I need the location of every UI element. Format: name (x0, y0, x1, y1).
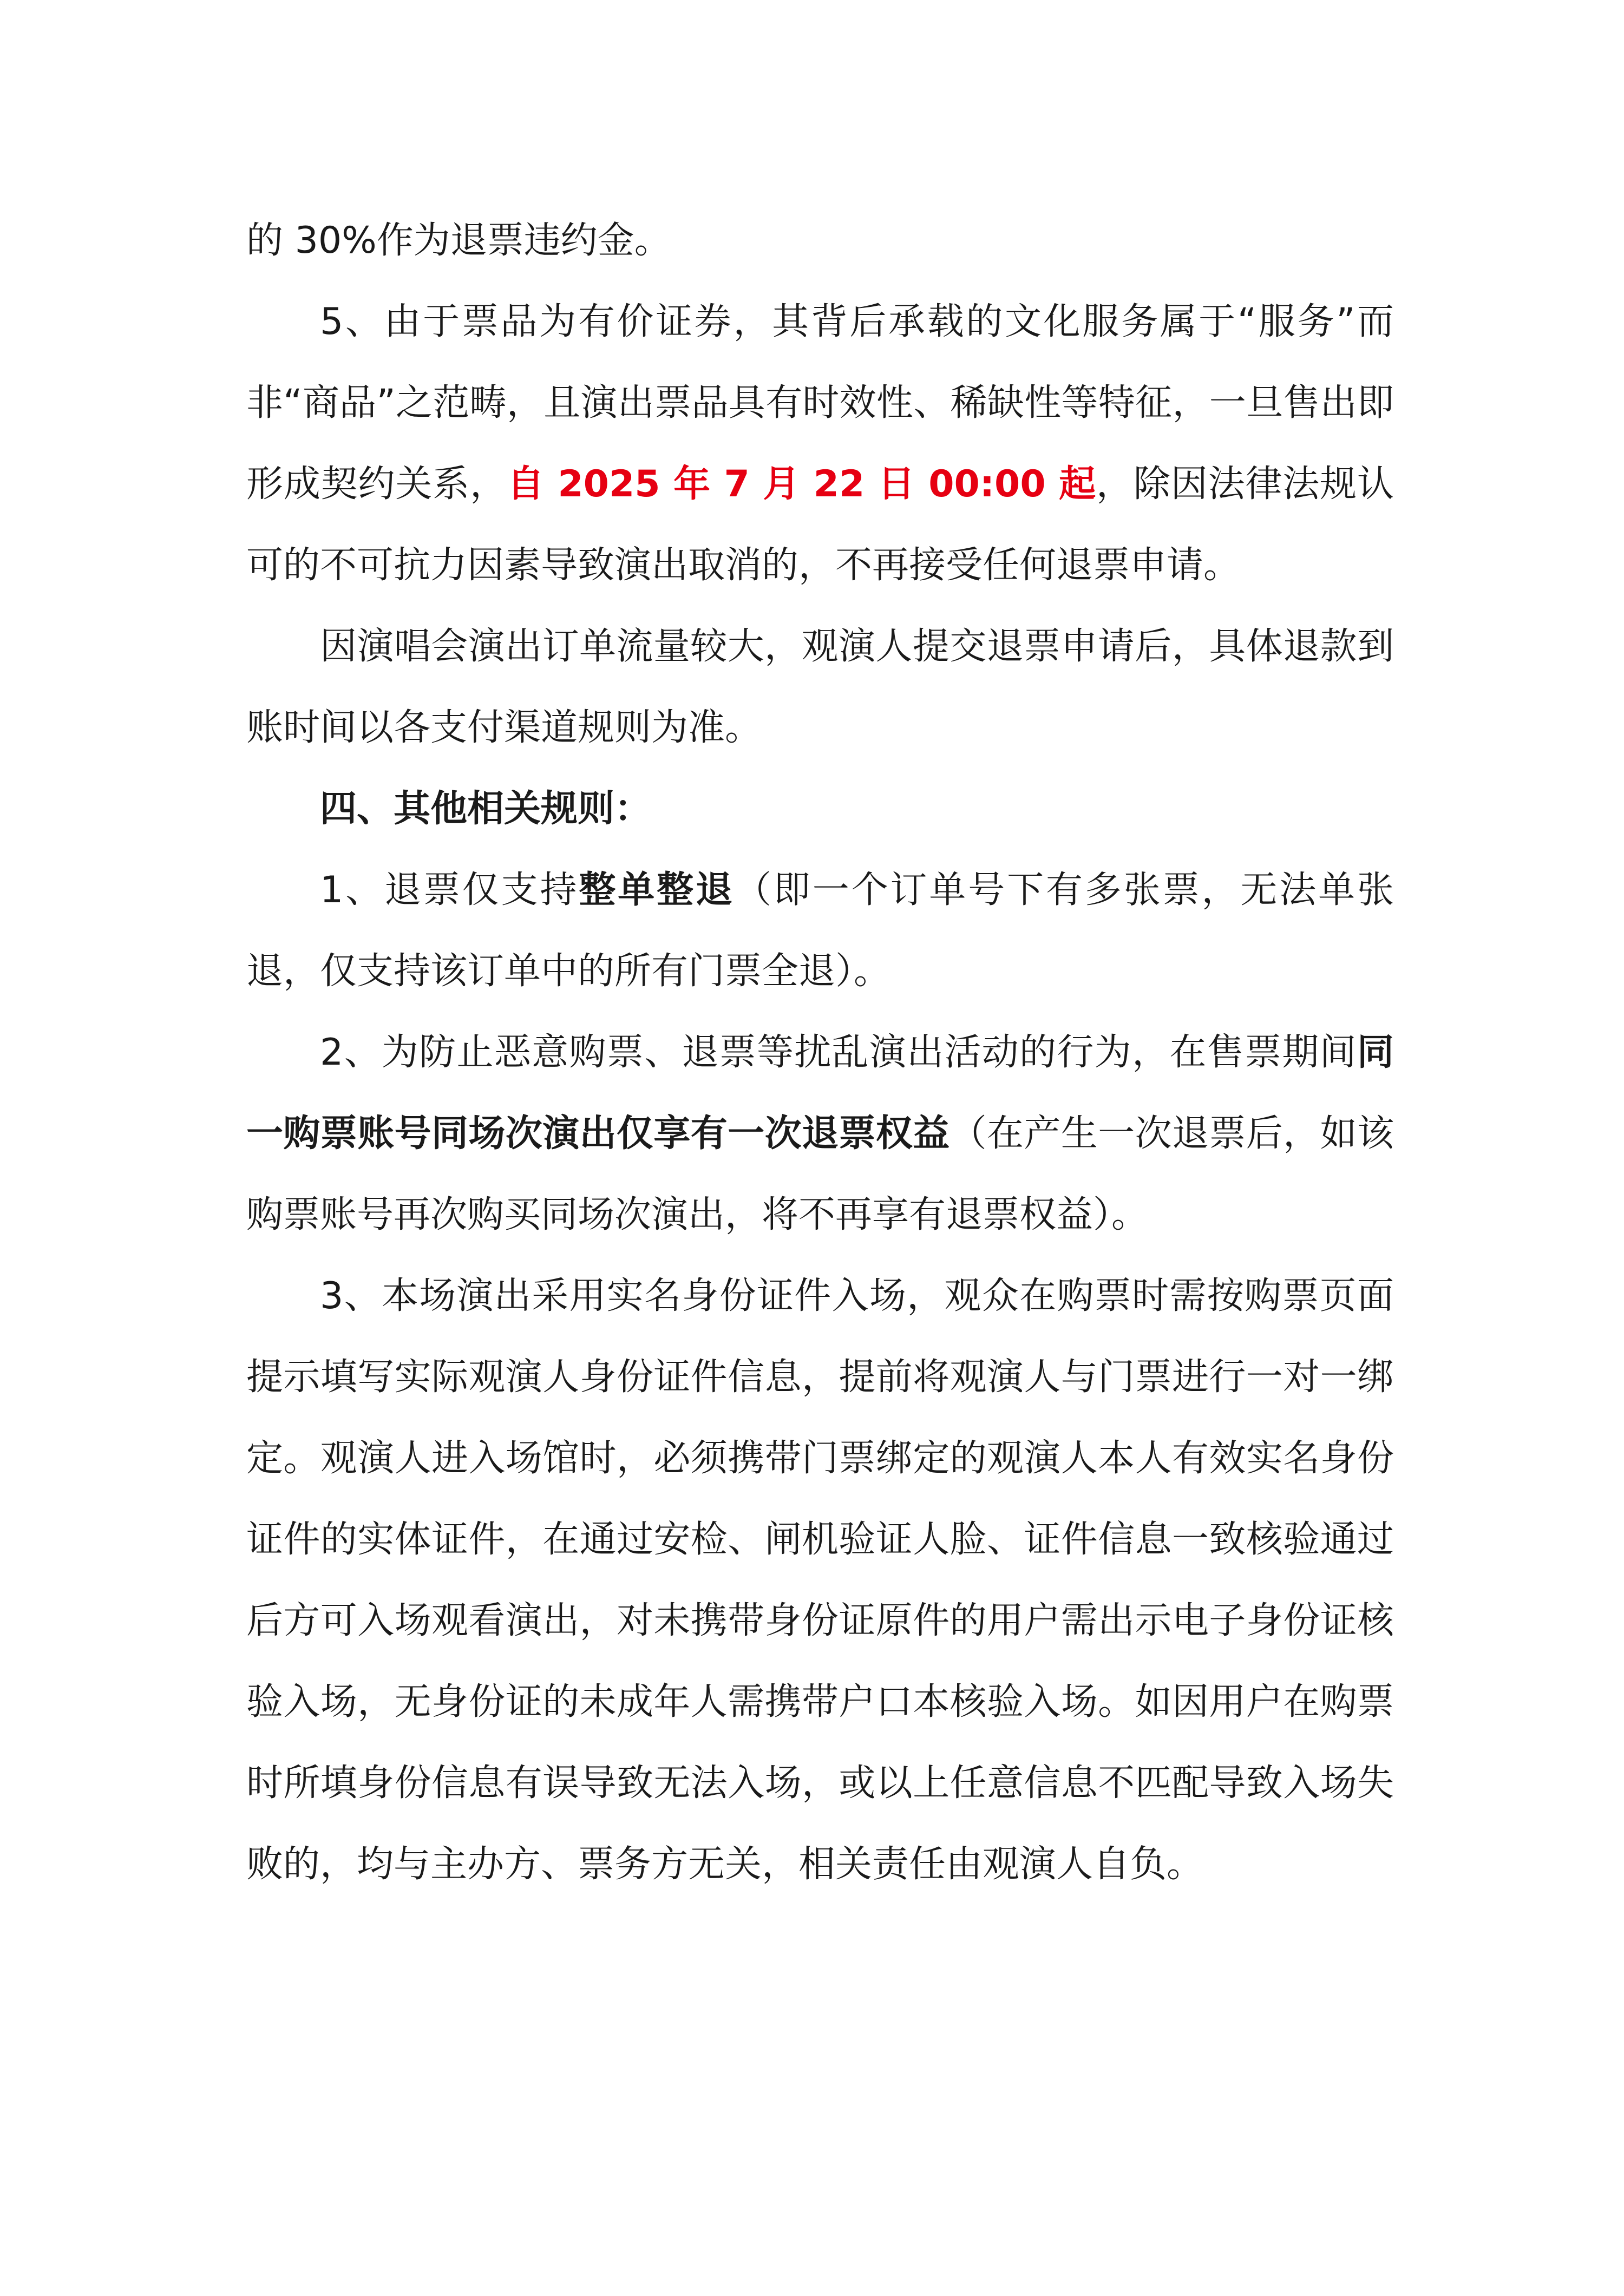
bold-emphasis: 整单整退 (579, 869, 735, 911)
paragraph-rule-2 (246, 1012, 1394, 1256)
section-heading-other-rules: 四、其他相关规则： (320, 788, 652, 830)
text-run: 2、为防止恶意购票、退票等扰乱演出活动的行为，在售票期间 (320, 1031, 1357, 1074)
text-run: ，除因法律法规认可的不可抗力因素导致演出取消的，不再接受任何退票申请。 (246, 463, 1394, 587)
cutoff-date-highlight: 自 2025 年 7 月 22 日 00:00 起 (507, 463, 1097, 506)
text-run: 1、退票仅支持 (320, 869, 579, 911)
paragraph-rule-3: 3、本场演出采用实名身份证件入场，观众在购票时需按购票页面提示填写实际观演人身份证件信息，提前将观演人与门票进行一对一绑定。观演人进入场馆时，必须携带门票绑定的观演人本人有效实名身份证件的实体证件，在通过安检、闸机验证人脸、证件信息一致核验通过后方可入场观看演出，对未携带身份证原件的用户需出示电子身份证核验入场，无身份证的未成年人需携带户口本核验入场。如因用户在购票时所填身份信息有误导致无法入场，或以上任意信息不匹配导致入场失败的，均与主办方、票务方无关，相关责任由观演人自负。 (246, 1275, 1394, 1886)
document-body (246, 200, 1394, 1905)
text-run: （在产生一次退票后，如该购票账号再次购买同场次演出，将不再享有退票权益）。 (246, 1112, 1394, 1236)
paragraph-rule-1 (246, 850, 1394, 1012)
text-run: （即一个订单号下有多张票，无法单张退，仅支持该订单中的所有门票全退）。 (246, 869, 1394, 993)
bold-emphasis: 同一购票账号同场次演出仅享有一次退票权益 (246, 1031, 1394, 1155)
text-run: 5、由于票品为有价证券，其背后承载的文化服务属于“服务”而非“商品”之范畴，且演出票品具有时效性、稀缺性等特征，一旦售出即形成契约关系， (246, 300, 1394, 506)
paragraph-penalty-continuation: 的 30%作为退票违约金。 (246, 219, 671, 262)
paragraph-refund-cutoff (246, 281, 1394, 606)
paragraph-refund-timing: 因演唱会演出订单流量较大，观演人提交退票申请后，具体退款到账时间以各支付渠道规则为准。 (246, 625, 1394, 749)
